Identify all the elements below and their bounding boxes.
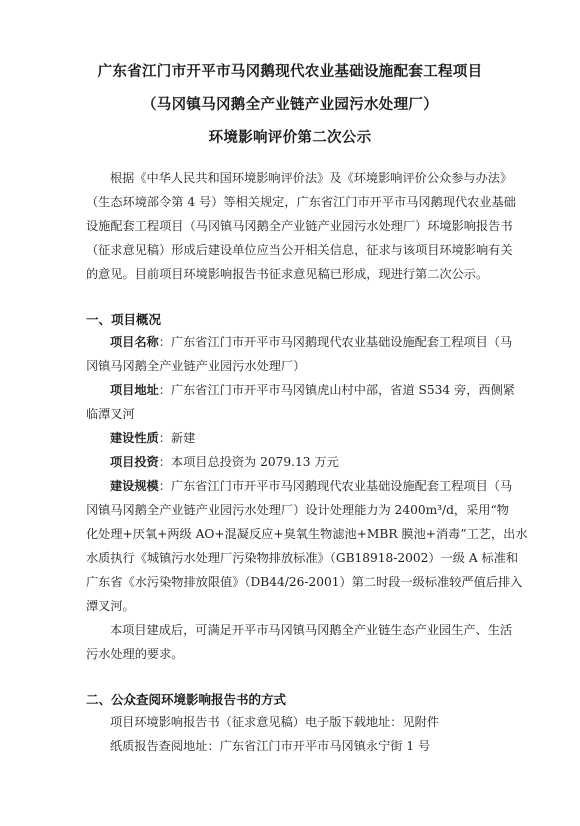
- project-scale-cont: 水质执行《城镇污水处理厂污染物排放标准》（GB18918-2002）一级 A 标准和: [86, 551, 519, 565]
- project-name-line: [110, 334, 530, 351]
- project-name-value: 广东省江门市开平市马冈鹅现代农业基础设施配套工程项目（马: [170, 335, 513, 349]
- paper-report-address-line: 纸质报告查阅地址：广东省江门市开平市马冈镇永宁街 1 号: [110, 739, 431, 753]
- project-scale-cont: 化处理+厌氧+两级 AO+混凝反应+臭氧生物滤池+MBR 膜池+消毒”工艺，出水: [86, 527, 528, 541]
- intro-line: 根据《中华人民共和国环境影响评价法》及《环境影响评价公众参与办法》: [110, 171, 513, 185]
- project-scale-value: 广东省江门市开平市马冈鹅现代农业基础设施配套工程项目（马: [170, 479, 513, 493]
- project-nature-line: [110, 430, 530, 447]
- project-address-cont: 临潭叉河: [86, 407, 135, 421]
- project-address-value: 广东省江门市开平市马冈镇虎山村中部，省道 S534 旁，西侧紧: [170, 383, 515, 397]
- project-investment-value: 本项目总投资为 2079.13 万元: [170, 455, 339, 469]
- label-separator: ：: [158, 431, 171, 445]
- project-scale-label: 建设规模: [110, 479, 159, 493]
- project-investment-label: 项目投资: [110, 455, 159, 469]
- project-name-cont: 冈镇马冈鹅全产业链产业园污水处理厂）: [86, 359, 306, 373]
- project-nature-label: 建设性质: [110, 431, 159, 445]
- conclusion-line: 本项目建成后，可满足开平市马冈镇马冈鹅全产业链生态产业园生产、生活: [110, 623, 513, 637]
- intro-line: 设施配套工程项目（马冈镇马冈鹅全产业链产业园污水处理厂）环境影响报告书: [86, 219, 513, 233]
- project-name-label: 项目名称: [110, 335, 159, 349]
- project-address-line: [110, 382, 530, 399]
- download-address-line: 项目环境影响报告书（征求意见稿）电子版下载地址：见附件: [110, 715, 440, 729]
- intro-line: （生态环境部令第 4 号）等相关规定，广东省江门市开平市马冈鹅现代农业基础: [86, 195, 516, 209]
- intro-line: （征求意见稿）形成后建设单位应当公开相关信息，征求与该项目环境影响有关: [86, 243, 513, 257]
- label-separator: ：: [158, 455, 171, 469]
- section-heading-overview: 一、项目概况: [86, 312, 162, 327]
- project-nature-value: 新建: [170, 431, 196, 445]
- conclusion-cont: 污水处理的要求。: [86, 647, 184, 661]
- project-scale-cont: 潭叉河。: [86, 599, 135, 613]
- title-line-2: （马冈镇马冈鹅全产业链产业园污水处理厂）: [142, 97, 438, 113]
- label-separator: ：: [158, 383, 171, 397]
- project-investment-line: [110, 454, 530, 471]
- label-separator: ：: [158, 479, 171, 493]
- section-heading-review: 二、公众查阅环境影响报告书的方式: [86, 692, 287, 707]
- project-scale-cont: 广东省《水污染物排放限值》（DB44/26-2001）第二时段一级标准较严值后排入: [86, 575, 523, 589]
- intro-line: 的意见。目前项目环境影响报告书征求意见稿已形成，现进行第二次公示。: [86, 267, 489, 281]
- label-separator: ：: [158, 335, 171, 349]
- project-address-label: 项目地址: [110, 383, 159, 397]
- project-scale-line: [110, 478, 530, 495]
- project-scale-cont: 冈镇马冈鹅全产业链产业园污水处理厂）设计处理能力为 2400m³/d，采用“物: [86, 503, 509, 517]
- title-line-1: 广东省江门市开平市马冈鹅现代农业基础设施配套工程项目: [97, 64, 483, 80]
- title-line-3: 环境影响评价第二次公示: [208, 130, 372, 146]
